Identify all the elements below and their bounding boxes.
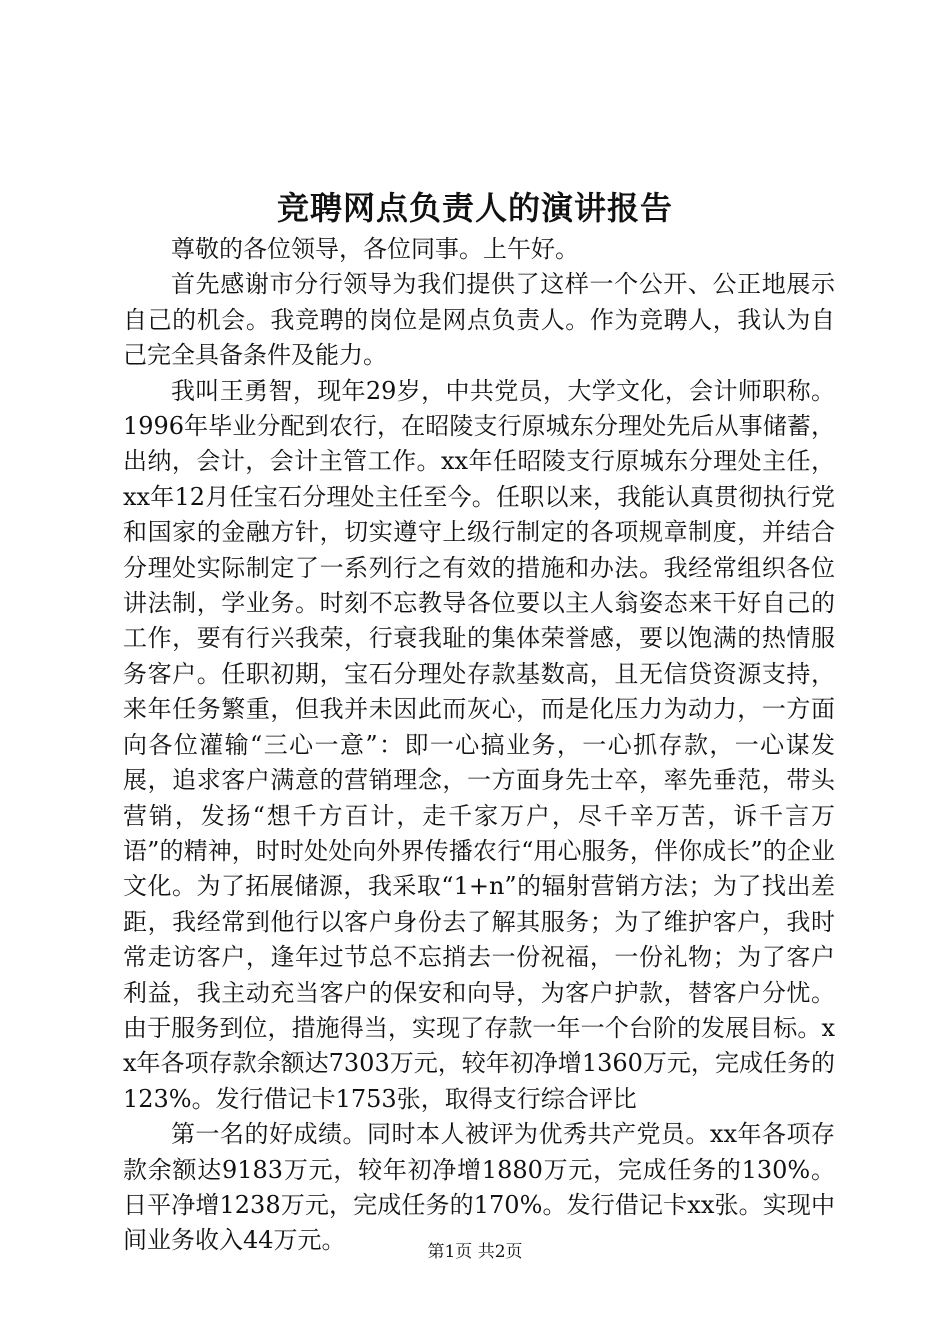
document-body	[123, 232, 835, 1259]
paragraph-greeting: 尊敬的各位领导，各位同事。上午好。	[171, 235, 579, 263]
paragraph-achievements: 第一名的好成绩。同时本人被评为优秀共产党员。xx年各项存款余额达9183万元，较年初净增1880万元，完成任务的130%。日平净增1238万元，完成任务的170%。发行借记卡xx张。实现中间业务收入44万元。	[123, 1120, 835, 1255]
page-footer: 第1页 共2页	[427, 1242, 523, 1262]
paragraph-introduction: 首先感谢市分行领导为我们提供了这样一个公开、公正地展示自己的机会。我竞聘的岗位是网点负责人。作为竞聘人，我认为自己完全具备条件及能力。	[123, 270, 835, 370]
paragraph-experience: 我叫王勇智，现年29岁，中共党员，大学文化，会计师职称。1996年毕业分配到农行，在昭陵支行原城东分理处先后从事储蓄，出纳，会计，会计主管工作。xx年任昭陵支行原城东分理处主任，xx年12月任宝石分理处主任至今。任职以来，我能认真贯彻执行党和国家的金融方针，切实遵守上级行制定的各项规章制度，并结合分理处实际制定了一系列行之有效的措施和办法。我经常组织各位讲法制，学业务。时刻不忘教导各位要以主人翁姿态来干好自己的工作，要有行兴我荣，行衰我耻的集体荣誉感，要以饱满的热情服务客户。任职初期，宝石分理处存款基数高，且无信贷资源支持，来年任务繁重，但我并未因此而灰心，而是化压力为动力，一方面向各位灌输“三心一意”：即一心搞业务，一心抓存款，一心谋发展，追求客户满意的营销理念，一方面身先士卒，率先垂范，带头营销，发扬“想千方百计，走千家万户，尽千辛万苦，诉千言万语”的精神，时时处处向外界传播农行“用心服务，伴你成长”的企业文化。为了拓展储源，我采取“1+n”的辐射营销方法；为了找出差距，我经常到他行以客户身份去了解其服务；为了维护客户，我时常走访客户，逢年过节总不忘捎去一份祝福，一份礼物；为了客户利益，我主动充当客户的保安和向导，为客户护款，替客户分忧。由于服务到位，措施得当，实现了存款一年一个台阶的发展目标。xx年各项存款余额达7303万元，较年初净增1360万元，完成任务的123%。发行借记卡1753张，取得支行综合评比	[123, 376, 835, 1113]
document-title: 竞聘网点负责人的演讲报告	[276, 189, 673, 227]
